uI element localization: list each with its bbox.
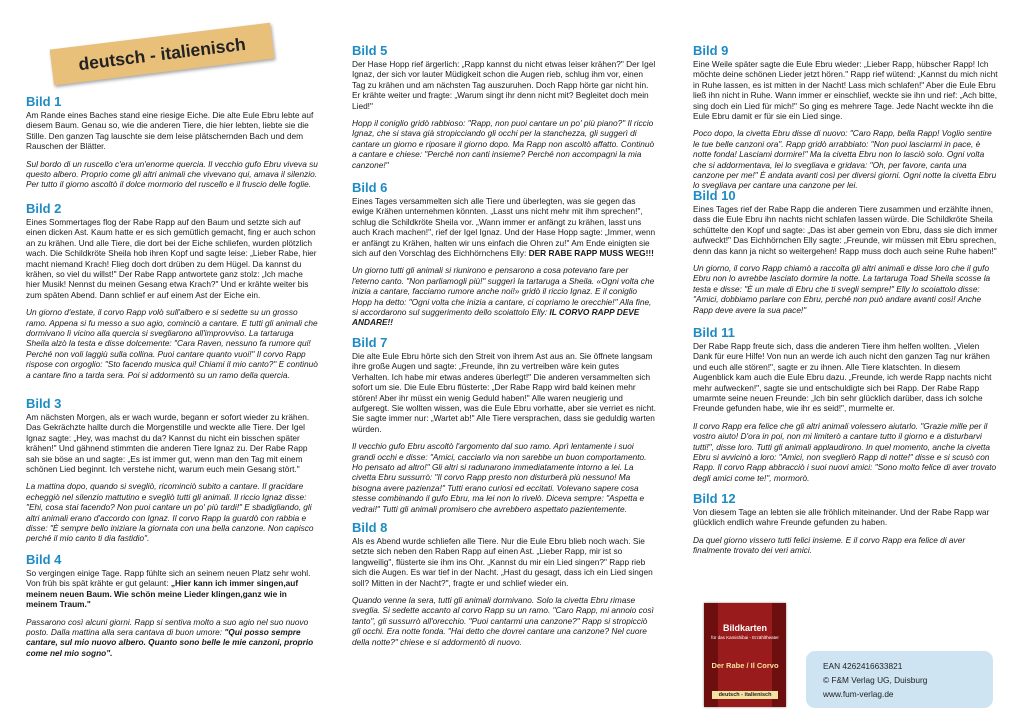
german-text: Eine Weile später sagte die Eule Ebru wieder: „Lieber Rapp, hübscher Rapp! Ich möchte deine schönen Lieder jetzt hören." Rapp rief wütend: „Kannst du mich nicht in Ruhe lassen, es ist mitten in der Nacht! Lass mich schlafen!" Aber die Eule Ebru ließ ihn nicht in Ruhe. Wann immer er einschlief, weckte sie ihn und rief: „Ach bitte, sing doch ein Lied für mich!" So ging es mehrere Tage. Jede Nacht weckte ihn die Eule Ebru damit er für sie ein Lied singe. [693,59,998,122]
german-text: Am nächsten Morgen, als er wach wurde, begann er sofort wieder zu krähen. Das Gekrächzte hallte durch die Morgenstille und weckte alle Tiere. Der Igel Ignaz sagte: „Hey, was machst du da? Kannst du nicht ein bisschen später krähen!" Und gähnend stimmten die anderen Tiere Ignaz zu. Der Rabe Rapp sah sie böse an und sagte: „Es ist immer gut, wenn man den Tag mit einem schönen Lied beginnt. Ich verstehe nicht, warum euch mein Gesang stört." [26,412,310,475]
section-bild-12 [693,491,998,556]
german-text: Eines Sommertages flog der Rabe Rapp auf den Baum und setzte sich auf einen dicken Ast. Kaum hatte er es sich gemütlich gemacht, fing er auch schon an zu krähen. Und alle Tiere, die dort bei der Eiche schliefen, wurden plötzlich wach. Die Schildkröte Sheila hob ihren Kopf und sagte leise: „Lieber Rabe, hier macht niemand Krach! Flieg doch dort drüben zu dem Hügel. Da kannst du krähen, so viel du willst!" Der Rabe Rapp antwortete ganz stolz: „Ich mache hier Musik! Nennst du meinen Gesang etwa Krach?" Und er krähte weiter bis zum späten Abend. Dann schlief er auf einem Ast der Eiche ein. [26,217,317,300]
german-text-regular: So vergingen einige Tage. Rapp fühlte sich an seinem neuen Platz sehr wohl. Von früh bis spät krähte er gut gelaunt: [26,568,311,589]
italian-text: Un giorno, il corvo Rapp chiamò a raccolta gli altri animali e disse loro che il gufo Ebru non lo avrebbe lasciato dormire la notte. La tartaruga Toad Sheila scosse la testa e disse: "È un male di Ebru che ti svegli sempre!" Elly lo scoiattolo disse: "Amici, dobbiamo parlare con Ebru, perché non può andare avanti così! Anche Rapp deve avere la sua pace!" [693,263,991,315]
ean-number: EAN 4262416633821 [823,661,903,671]
italian-text-regular: Un giorno tutti gli animali si riunirono e pensarono a cosa potevano fare per l'eterno canto. "Non parliamogli più!" suggerì la tartaruga a Sheila. «Ogni volta che inizia a cantare, facciamo rumore anche noi!» gridò il riccio Ignaz. E il coniglio Hopp ha detto: "Ogni volta che inizia a cantare, ci copriamo le orecchie!" Alla fine, si accordarono sul suggerimento dello scoiattolo Elly: [352,265,655,318]
italian-song: "Qui posso sempre cantare, sul mio nuovo albero. Quanto sono belle le mie canzoni, proprio come nel mio sogno". [26,627,314,658]
german-text-regular: Eines Tages versammelten sich alle Tiere und überlegten, was sie gegen das ewige Krähen unternehmen könnten. „Lasst uns nicht mehr mit ihm sprechen!", schlug die Schildkröte Sheila vor. „Wann immer er anfängt zu krähen, lasst uns auch Krach machen!", rief der Igel Ignaz. Und der Hase Hopp sagte: „Immer, wenn er anfängt zu Krähen, halten wir uns einfach die Ohren zu!" Am Ende einigten sie sich auf den Vorschlag des Eichhörnchens Elly: [352,196,656,259]
section-heading: Bild 4 [26,552,62,567]
italian-text: Il corvo Rapp era felice che gli altri animali volessero aiutarlo. "Grazie mille per il vostro aiuto! D'ora in poi, non mi limiterò a cantare tutto il giorno e a disturbarvi tutti!", disse loro. Tutti gli animali applaudirono. In quel momento, anche la civetta Ebru si avvicinò a loro: "Amici, non sveglierò Rapp di notte!" disse e si scusò con Rapp. Il corvo Rapp abbracciò i suoi nuovi amici: "Sono molto felice di aver trovato degli amici come te!", mormorò. [693,420,997,483]
section-bild-8 [352,520,657,647]
german-text: Am Rande eines Baches stand eine riesige Eiche. Die alte Eule Ebru lebte auf diesem Baum. Genau so, wie die anderen Tiere, die hier lebten, liebte sie die Stille. Den ganzen Tag lauschte sie dem leise plätschernden Bach und dem Rauschen der Blätter. [26,110,314,152]
italian-text: La mattina dopo, quando si svegliò, ricominciò subito a cantare. Il gracidare echeggiò nel silenzio mattutino e svegliò tutti gli animali. Il riccio Ignaz disse: "Ehi, cosa stai facendo? Non puoi cantare un po' più tardi!" E sbadigliando, gli altri animali erano d'accordo con Ignaz. Il corvo Rapp la guardò con rabbia e disse: "È sempre bello iniziare la giornata con una bella canzone. Non capisco perché il mio canto ti dia fastidio". [26,481,314,544]
italian-text: Un giorno d'estate, il corvo Rapp volò sull'albero e si sedette su un grosso ramo. Appena si fu messo a suo agio, cominciò a cantare. E tutti gli animali che dormivano lì vicino alla quercia si svegliarono all'improvviso. La tartaruga Sheila alzò la testa e disse dolcemente: "Cara Raven, nessuno fa rumore qui! Perché non voli laggiù sulla collina. Puoi cantare quanto vuoi!" Il corvo Rapp rispose con orgoglio: "Sto facendo musica qui! Chiami il mio canto?" E continuò a cantare fino a tarda sera. Poi si addormentò su un ramo della quercia. [26,307,318,380]
language-title-tag: deutsch - italienisch [50,23,275,86]
section-heading: Bild 2 [26,201,62,216]
italian-text [352,265,657,327]
italian-text: Sul bordo di un ruscello c'era un'enorme quercia. Il vecchio gufo Ebru viveva su questo albero. Proprio come gli altri animali che vivevano qui, amava il silenzio. Per tutto il giorno ascoltò il dolce mormorio del ruscello e il fruscio delle foglie. [26,158,318,190]
italian-text: Da quel giorno vissero tutti felici insieme. E il corvo Rapp era felice di aver finalmente trovato dei veri amici. [693,534,966,556]
logo-language-band: deutsch - italienisch [712,691,778,699]
german-emphasis: DER RABE RAPP MUSS WEG!!! [528,248,654,259]
section-bild-10 [693,188,998,315]
publisher-name: © F&M Verlag UG, Duisburg [823,675,928,685]
german-song: „Hier kann ich immer singen,auf meinem neuen Baum. Wie schön meine Lieder klingen,ganz wie in meinem Traum." [26,578,299,610]
italian-emphasis: IL CORVO RAPP DEVE ANDARE!! [352,307,640,328]
section-bild-2 [26,201,318,380]
german-text: Die alte Eule Ebru hörte sich den Streit von ihrem Ast aus an. Sie öffnete langsam ihre große Augen und sagte: „Freunde, ihn zu vertreiben wäre kein gutes Verhalten. Ich habe mir etwas anderes überlegt!" Die anderen versammelten sich sofort um sie. Die Eule Ebru flüsterte: „Der Rabe Rapp wird bald keinen mehr stören! Aber ihr müsst ein wenig Geduld haben!" Alle waren neugierig und aufgeregt. Sie wollten wissen, was die Eule Ebru vorhatte, aber sie verriet es nicht. Sie sagte immer nur: „Wartet ab!" Alle Tiere versprachen, dass sie geduldig warten würden. [352,351,656,434]
german-text [352,196,657,258]
section-heading: Bild 11 [693,325,735,340]
section-heading: Bild 8 [352,520,388,535]
section-bild-6 [352,180,657,328]
section-heading: Bild 3 [26,396,62,411]
section-bild-7 [352,335,657,514]
section-heading: Bild 7 [352,335,388,350]
italian-text: Quando venne la sera, tutti gli animali dormivano. Solo la civetta Ebru rimase sveglia. Si sedette accanto al corvo Rapp su un ramo. "Caro Rapp, mi annoio così tanto", gli sussurrò all'orecchio. "Puoi cantarmi una canzone?" Rapp si stropicciò gli occhi. Era notte fonda. "Hai detto che dovrei cantare una canzone? Nel cuore della notte?" chiese e si addormentò di nuovo. [352,595,654,647]
logo-title: Bildkarten [722,623,767,633]
section-heading: Bild 12 [693,491,736,506]
italian-text: Poco dopo, la civetta Ebru disse di nuovo: "Caro Rapp, bella Rapp! Voglio sentire le tue belle canzoni ora". Rapp gridò arrabbiato: "Non puoi lasciarmi in pace, è notte fonda! Lasciami dormire!" Ma la civetta Ebru non lo lasciò solo. Ogni volta che si addormentava, lei lo svegliava e gridava: "Oh, per favore, canta una canzone per me!" È andata avanti così per diversi giorni. Ogni notte la civetta Ebru lo svegliava per cantare una canzone per lei. [693,128,997,191]
italian-text-regular: Passarono così alcuni giorni. Rapp si sentiva molto a suo agio nel suo nuovo posto. Dalla mattina alla sera cantava di buon umore: [26,616,309,638]
section-bild-1 [26,94,318,190]
italian-text: Hopp il coniglio gridò rabbioso: "Rapp, non puoi cantare un po' più piano?" Il riccio Ignaz, che si stava già stropicciando gli occhi per la stanchezza, gli suggerì di cantare un giorno e riposare il giorno dopo. Ma Rapp non ascoltò affatto. Continuò a cantare e chiese: "Perché non canti insieme? Perché non accompagni la mia canzone!" [352,118,655,170]
german-text: Als es Abend wurde schliefen alle Tiere. Nur die Eule Ebru blieb noch wach. Sie setzte sich neben den Raben Rapp auf einen Ast. „Lieber Rapp, mir ist so langweilig", flüsterte sie ihm ins Ohr. „Kannst du mir ein Lied singen?" Rapp rieb sich die Augen. Es war tief in der Nacht. „Hast du gesagt, dass ich ein Lied singen soll? Mitten in der Nacht?", fragte er und schlief wieder ein. [352,536,653,588]
section-heading: Bild 5 [352,43,388,58]
section-heading: Bild 1 [26,94,62,109]
publisher-info-box [806,651,993,708]
italian-text: Il vecchio gufo Ebru ascoltò l'argomento dal suo ramo. Aprì lentamente i suoi grandi occhi e disse: "Amici, cacciarlo via non sarebbe un buon comportamento. Ho pensato ad altro!" Gli altri si radunarono immediatamente intorno a lei. La civetta Ebru sussurrò: "Il corvo Rapp presto non disturberà più nessuno! Ma bisogna avere pazienza!" Tutti erano curiosi ed eccitati. Volevano sapere cosa stesse combinando il gufo Ebru, ma lei non lo rivelò. Diceva sempre: "Aspetta e vedrai!" Tutti gli animali promisero che avrebbero aspettato pazientemente. [352,441,647,514]
section-heading: Bild 10 [693,188,736,203]
logo-story-title: Der Rabe / Il Corvo [711,661,779,670]
section-bild-3 [26,396,318,544]
section-bild-11 [693,325,998,483]
german-text: Eines Tages rief der Rabe Rapp die anderen Tiere zusammen und erzählte ihnen, dass die Eule Ebru ihn nachts nicht schlafen lassen würde. Die Schildkröte Sheila schüttelte den Kopf und sagte: „Das ist aber gemein von Ebru, dass sie dich immer aufweckt!" Das Eichhörnchen Elly sagte: „Freunde, wir müssen mit Ebru sprechen, denn das kann ja nicht so weitergehen! Rapp muss doch auch seine Ruhe haben!" [693,204,998,256]
german-text: Von diesem Tage an lebten sie alle fröhlich miteinander. Und der Rabe Rapp war glücklich endlich wahre Freunde gefunden zu haben. [693,507,990,528]
bildkarten-logo [704,603,786,707]
section-bild-9 [693,43,998,191]
section-bild-5 [352,43,657,170]
german-text [26,568,318,610]
italian-text [26,617,318,659]
publisher-url[interactable]: www.fum-verlag.de [823,689,894,699]
logo-subtitle: für das Kamishibai - Erzähltheater [711,635,779,640]
german-text: Der Rabe Rapp freute sich, dass die anderen Tiere ihm helfen wollten. „Vielen Dank für eure Hilfe! Von nun an werde ich auch nicht den ganzen Tag nur krähen und euch alle stören!", sagte er zu ihnen. Alle Tiere klatschten. In diesem Augenblick kam auch die Eule Ebru dazu. „Freunde, ich werde Rapp nachts nicht mehr aufwecken!", sagte sie und entschuldigte sich bei Rapp. Der Rabe Rapp umarmte seine neuen Freunde: „Ich bin sehr glücklich darüber, dass ich solche Freunde gefunden habe, wie ihr es seid!", murmelte er. [693,341,992,414]
section-heading: Bild 9 [693,43,729,58]
section-bild-4 [26,552,318,658]
section-heading: Bild 6 [352,180,388,195]
german-text: Der Hase Hopp rief ärgerlich: „Rapp kannst du nicht etwas leiser krähen?" Der Igel Ignaz, der sich vor lauter Müdigkeit schon die Augen rieb, schlug ihm vor, einen Tag zu krähen und am nächsten Tag auszuruhen. Doch Rapp hörte gar nicht hin. Er krähte weiter und fragte: „Warum singt ihr denn nicht mit? Begleitet doch mein Lied!" [352,59,656,111]
